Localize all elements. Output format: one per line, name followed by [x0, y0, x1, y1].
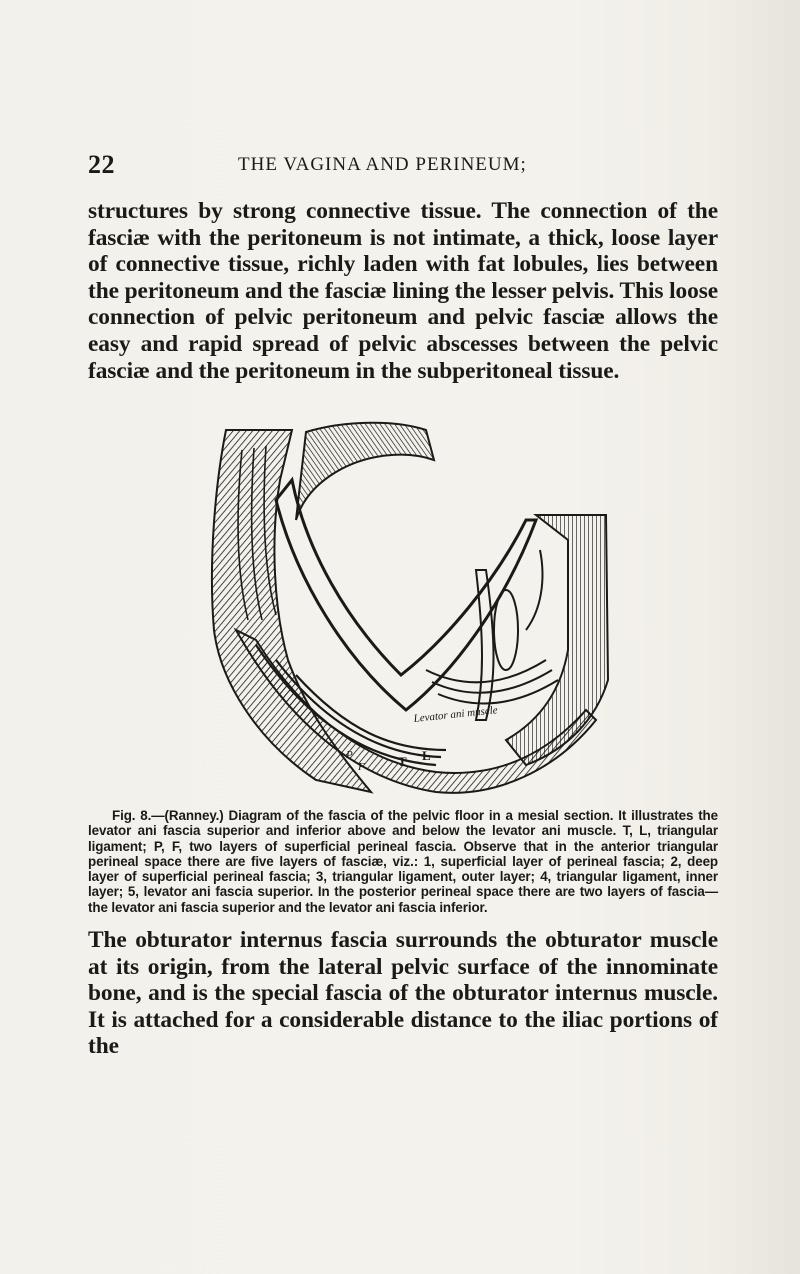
figure-caption [88, 808, 718, 915]
label-p: P [346, 749, 353, 761]
bladder-fold-shape [296, 423, 434, 520]
pelvic-fascia-figure [196, 420, 616, 800]
figure-caption-text: —(Ranney.) Diagram of the fascia of the pelvic floor in a mesial section. It illustrates the levator ani fascia superior and inferior above and below the levator ani muscle. T, L, triangular ligament; P, F, two layers of superficial perineal fascia. Observe that in the anterior triangular perineal space there are five layers of fasciæ, viz.: 1, superficial layer of perineal fascia; 2, deep layer of superficial perineal fascia; 3, triangular ligament, outer layer; 4, triangular ligament, inner layer; 5, levator ani fascia superior. In the posterior perineal space there are two layers of fascia—the levator ani fascia superior and the levator ani fascia inferior. [88, 808, 718, 915]
running-head: THE VAGINA AND PERINEUM; [238, 154, 527, 175]
paragraph-2: The obturator internus fascia surrounds the obturator muscle at its origin, from the lateral pelvic surface of the innominate bone, and is the special fascia of the obturator internus muscle. It is attached for a considerable distance to the iliac portions of the [88, 927, 718, 1060]
figure-label: Fig. 8. [112, 808, 152, 823]
page-number: 22 [88, 150, 115, 179]
label-t: T [398, 754, 407, 769]
label-l: L [422, 748, 431, 763]
label-f: F [358, 761, 365, 773]
pelvic-fascia-illustration [196, 420, 616, 800]
central-cavity-outline [276, 480, 536, 710]
levator-ani-label: Levator ani muscle [413, 704, 499, 725]
page-header [88, 150, 718, 180]
paragraph-1: structures by strong connective tissue. The connection of the fasciæ with the peritoneum is not intimate, a thick, loose layer of connective tissue, richly laden with fat lobules, lies between the peritoneum and the fasciæ lining the lesser pelvis. This loose connection of pelvic peritoneum and pelvic fasciæ allows the easy and rapid spread of pelvic abscesses between the pelvic fasciæ and the peritoneum in the subperitoneal tissue. [88, 198, 718, 384]
